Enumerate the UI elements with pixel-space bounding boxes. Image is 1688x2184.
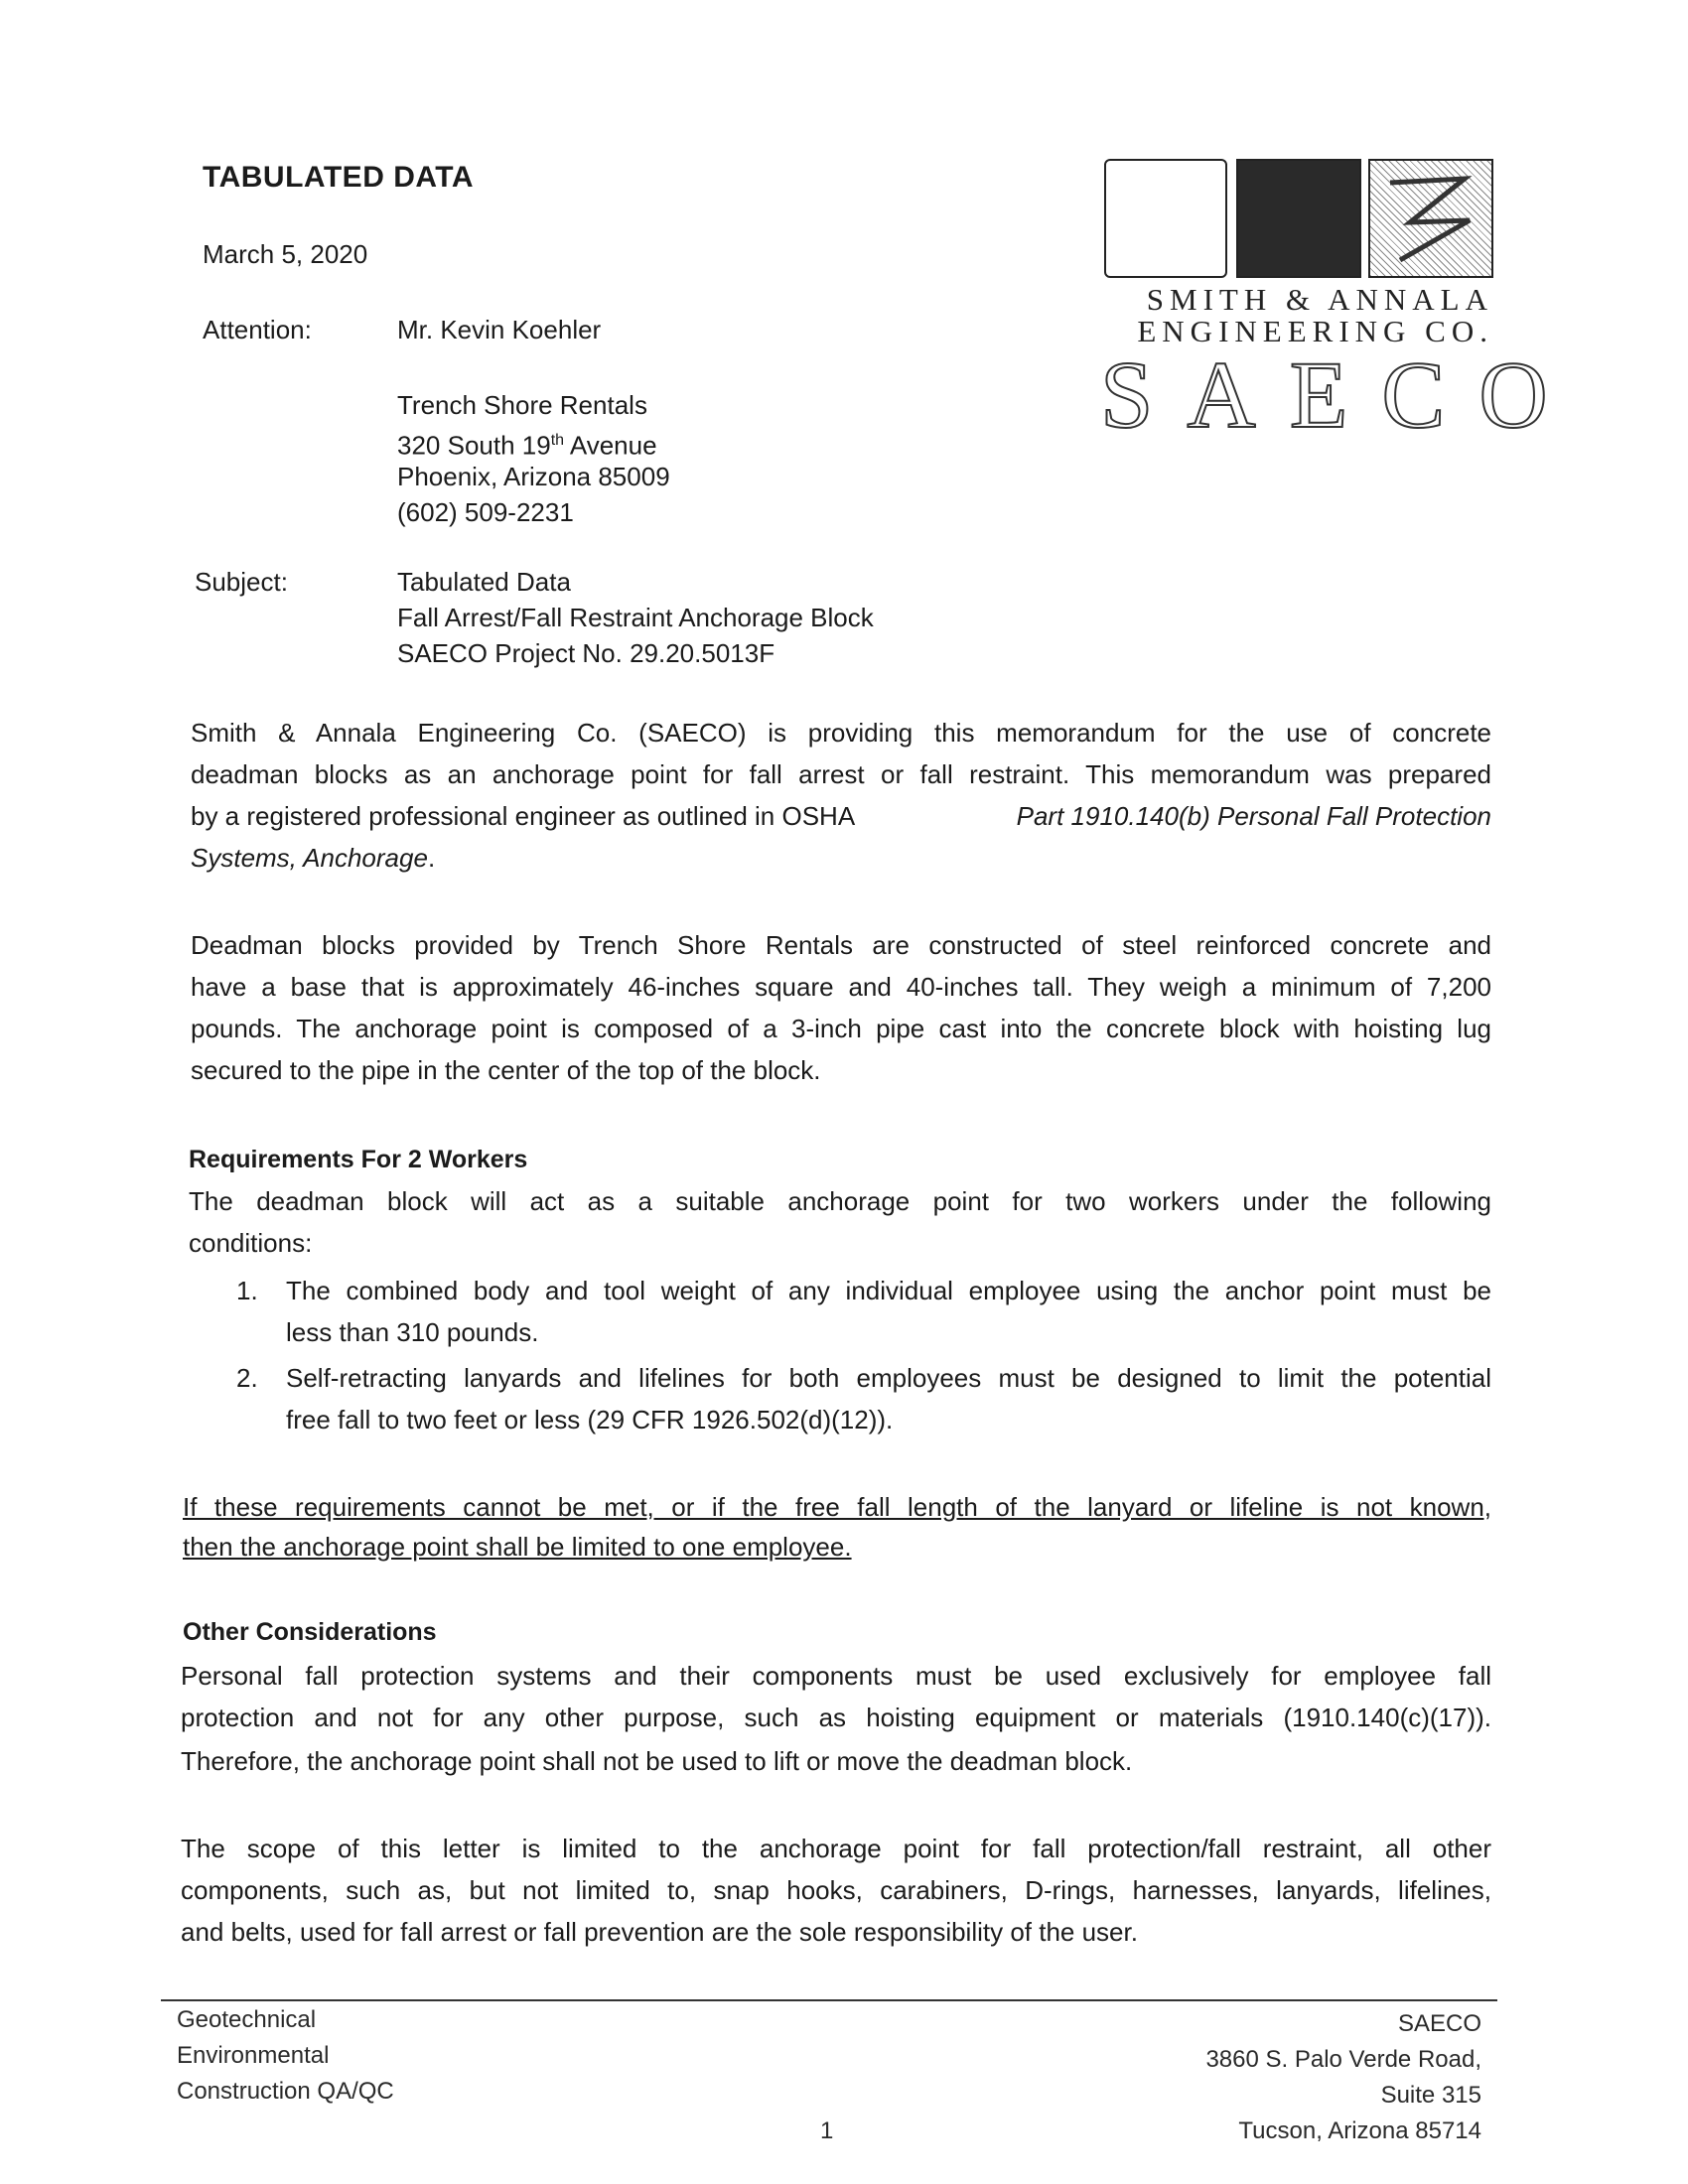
- para1-line-2: deadman blocks as an anchorage point for fall arrest or fall restraint. This memorandum was prepared: [191, 759, 1491, 789]
- footer-left-line-2: Environmental: [177, 2042, 330, 2069]
- attention-label: Attention:: [203, 315, 312, 344]
- page-number: 1: [820, 2117, 834, 2144]
- subject-line-1: Tabulated Data: [397, 567, 571, 597]
- requirements-intro-line-1: The deadman block will act as a suitable anchorage point for two workers under the following: [189, 1186, 1491, 1216]
- para1-line-3: [191, 798, 1491, 834]
- logo-company-line-2: ENGINEERING CO.: [1137, 314, 1493, 348]
- footer-right-line-1: SAECO: [1397, 2010, 1481, 2037]
- footer-divider: [161, 1999, 1497, 2001]
- subject-label: Subject:: [195, 567, 288, 597]
- para1-line-1: Smith & Annala Engineering Co. (SAECO) is providing this memorandum for the use of concrete: [191, 718, 1491, 748]
- para1-period: .: [427, 843, 436, 873]
- requirement-number-1: 1.: [236, 1276, 258, 1305]
- other-considerations-heading: Other Considerations: [183, 1618, 437, 1646]
- logo-dark-square: [1236, 159, 1361, 278]
- requirement-number-2: 2.: [236, 1363, 258, 1393]
- page-title: TABULATED DATA: [203, 161, 475, 194]
- para2-line-2: have a base that is approximately 46-inches square and 40-inches tall. They weigh a minimum of 7,200: [191, 972, 1491, 1002]
- para1-line-3-text: by a registered professional engineer as outlined in OSHA: [191, 801, 856, 831]
- para1-line-4: [191, 840, 435, 876]
- recipient-company: Trench Shore Rentals: [397, 390, 647, 420]
- footer-right-line-4: Tucson, Arizona 85714: [1238, 2117, 1481, 2144]
- scope-line-3: and belts, used for fall arrest or fall prevention are the sole responsibility of the user.: [181, 1917, 1138, 1947]
- footer-left-line-3: Construction QA/QC: [177, 2078, 394, 2105]
- requirement-2-line-1: Self-retracting lanyards and lifelines for both employees must be designed to limit the potential: [286, 1363, 1491, 1393]
- recipient-phone: (602) 509-2231: [397, 497, 574, 527]
- footer-right-line-2: 3860 S. Palo Verde Road,: [1205, 2046, 1481, 2073]
- requirements-heading: Requirements For 2 Workers: [189, 1146, 528, 1173]
- subject-line-3: SAECO Project No. 29.20.5013F: [397, 638, 775, 668]
- other-line-2: protection and not for any other purpose, such as hoisting equipment or materials (1910.140(c)(17)).: [181, 1703, 1491, 1732]
- street-ordinal: th: [550, 432, 565, 449]
- logo-blank-square: [1104, 159, 1227, 278]
- regulation-reference-end: Systems, Anchorage: [191, 843, 428, 873]
- other-line-3: Therefore, the anchorage point shall not be used to lift or move the deadman block.: [181, 1746, 1133, 1776]
- logo-z-mark-icon: [1370, 161, 1491, 276]
- requirement-1-line-2: less than 310 pounds.: [286, 1317, 539, 1347]
- logo-hatched-square: [1368, 159, 1493, 278]
- footer-left-line-1: Geotechnical: [177, 2006, 317, 2033]
- recipient-street: [397, 423, 657, 464]
- scope-line-2: components, such as, but not limited to, snap hooks, carabiners, D-rings, harnesses, lanyards, lifelines,: [181, 1875, 1491, 1905]
- footer-right-line-3: Suite 315: [1380, 2082, 1481, 2109]
- warning-line-1: If these requirements cannot be met, or if the free fall length of the lanyard or lifeline is not known,: [183, 1492, 1491, 1522]
- street-suffix: Avenue: [564, 430, 657, 461]
- subject-line-2: Fall Arrest/Fall Restraint Anchorage Block: [397, 603, 874, 632]
- para2-line-1: Deadman blocks provided by Trench Shore Rentals are constructed of steel reinforced concrete and: [191, 930, 1491, 960]
- requirements-intro-line-2: conditions:: [189, 1228, 313, 1258]
- warning-line-2: then the anchorage point shall be limited to one employee.: [183, 1532, 852, 1562]
- logo-company-line-1: SMITH & ANNALA: [1146, 282, 1493, 317]
- street-text: 320 South 19: [397, 430, 551, 461]
- requirement-2-line-2: free fall to two feet or less (29 CFR 1926.502(d)(12)).: [286, 1405, 894, 1434]
- para2-line-3: pounds. The anchorage point is composed of a 3-inch pipe cast into the concrete block with hoisting lug: [191, 1014, 1491, 1043]
- logo-acronym: SAECO: [1100, 341, 1582, 448]
- requirement-1-line-1: The combined body and tool weight of any individual employee using the anchor point must be: [286, 1276, 1491, 1305]
- other-line-1: Personal fall protection systems and their components must be used exclusively for employee fall: [181, 1661, 1491, 1691]
- para2-line-4: secured to the pipe in the center of the top of the block.: [191, 1055, 821, 1085]
- letter-date: March 5, 2020: [203, 239, 368, 269]
- scope-line-1: The scope of this letter is limited to the anchorage point for fall protection/fall restraint, all other: [181, 1834, 1491, 1863]
- regulation-reference: Part 1910.140(b) Personal Fall Protection: [1016, 801, 1491, 831]
- recipient-name: Mr. Kevin Koehler: [397, 315, 602, 344]
- recipient-city: Phoenix, Arizona 85009: [397, 462, 670, 491]
